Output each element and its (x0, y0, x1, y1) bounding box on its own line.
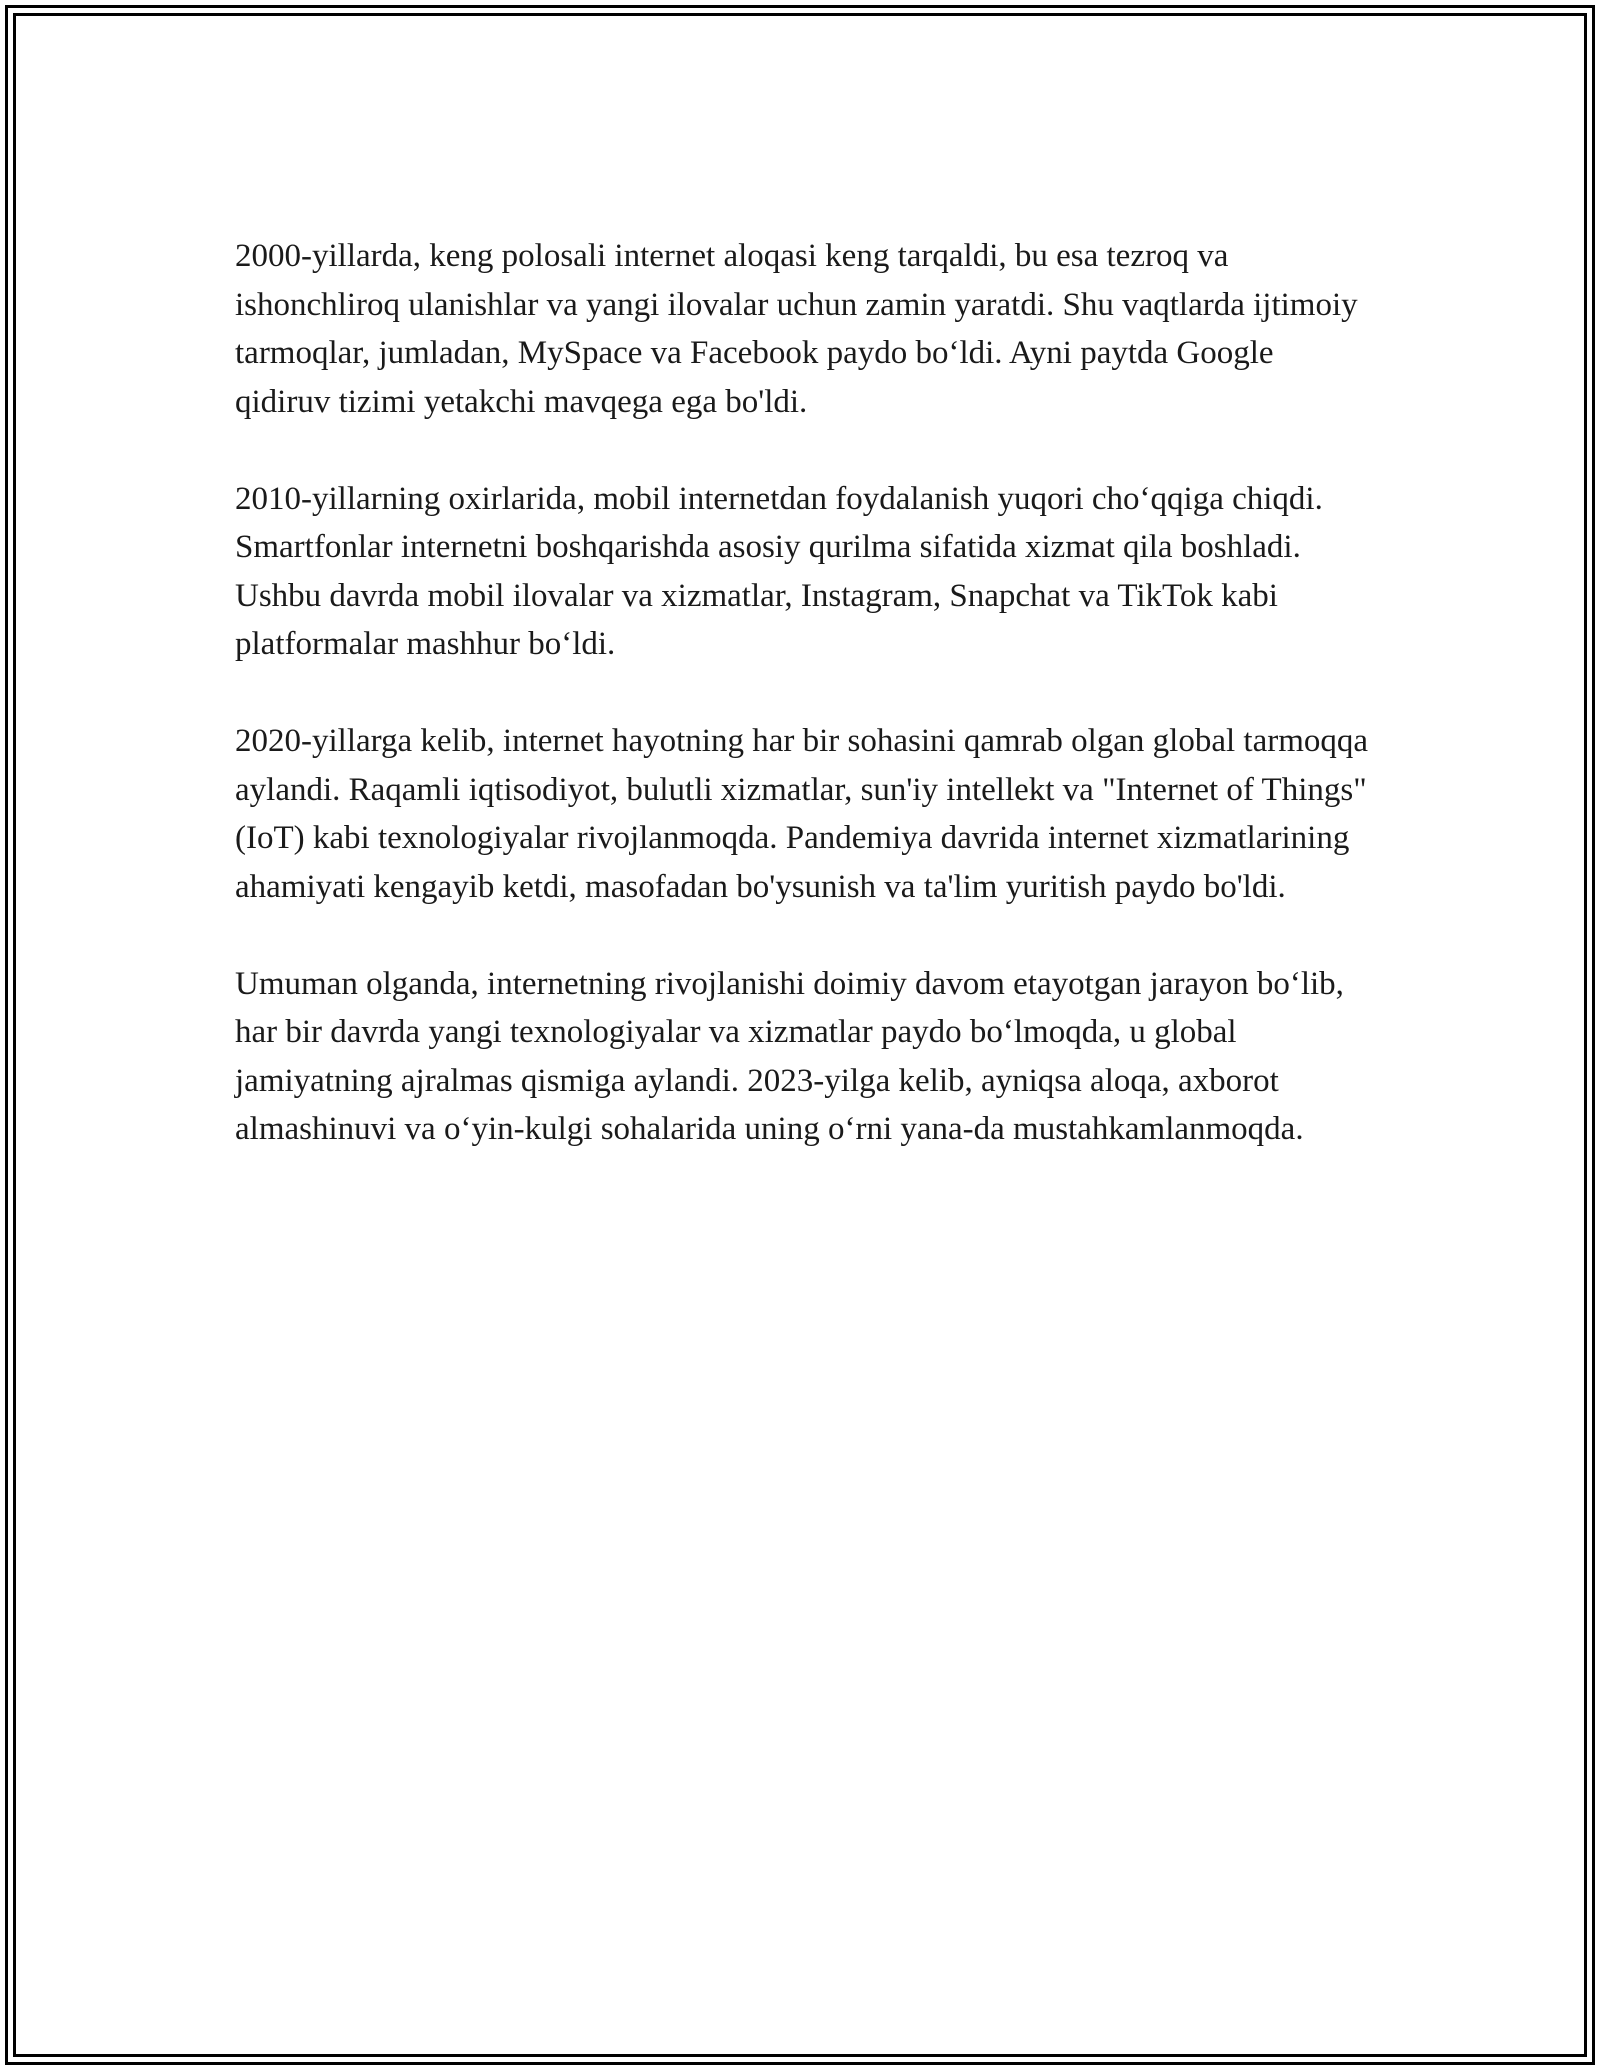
paragraph-2020s: 2020-yillarga kelib, internet hayotning har bir sohasini qamrab olgan global tarmoqqa aylandi. Raqamli iqtisodiyot, bulutli xizmatlar, sun'iy intellekt va "Internet of Things" (IoT) kabi texnologiyalar rivojlanmoqda. Pandemiya davrida internet xizmatlarining ahamiyati kengayib ketdi, masofadan bo'ysunish va ta'lim yuritish paydo bo'ldi. (235, 723, 1369, 905)
paragraph-2010s: 2010-yillarning oxirlarida, mobil internetdan foydalanish yuqori cho‘qqiga chiqdi. Smartfonlar internetni boshqarishda asosiy qurilma sifatida xizmat qila boshladi. Ushbu davrda mobil ilovalar va xizmatlar, Instagram, Snapchat va TikTok kabi platformalar mashhur bo‘ldi. (235, 480, 1323, 662)
document-body (235, 232, 1375, 1202)
paragraph-summary: Umuman olganda, internetning rivojlanishi doimiy davom etayotgan jarayon bo‘lib, har bir davrda yangi texnologiyalar va xizmatlar paydo bo‘lmoqda, u global jamiyatning ajralmas qismiga aylandi. 2023-yilga kelib, ayniqsa aloqa, axborot almashinuvi va o‘yin-kulgi sohalarida uning o‘rni yana-da mustahkamlanmoqda. (235, 965, 1344, 1147)
paragraph-2000s: 2000-yillarda, keng polosali internet aloqasi keng tarqaldi, bu esa tezroq va ishonchliroq ulanishlar va yangi ilovalar uchun zamin yaratdi. Shu vaqtlarda ijtimoiy tarmoqlar, jumladan, MySpace va Facebook paydo bo‘ldi. Ayni paytda Google qidiruv tizimi yetakchi mavqega ega bo'ldi. (235, 238, 1358, 420)
